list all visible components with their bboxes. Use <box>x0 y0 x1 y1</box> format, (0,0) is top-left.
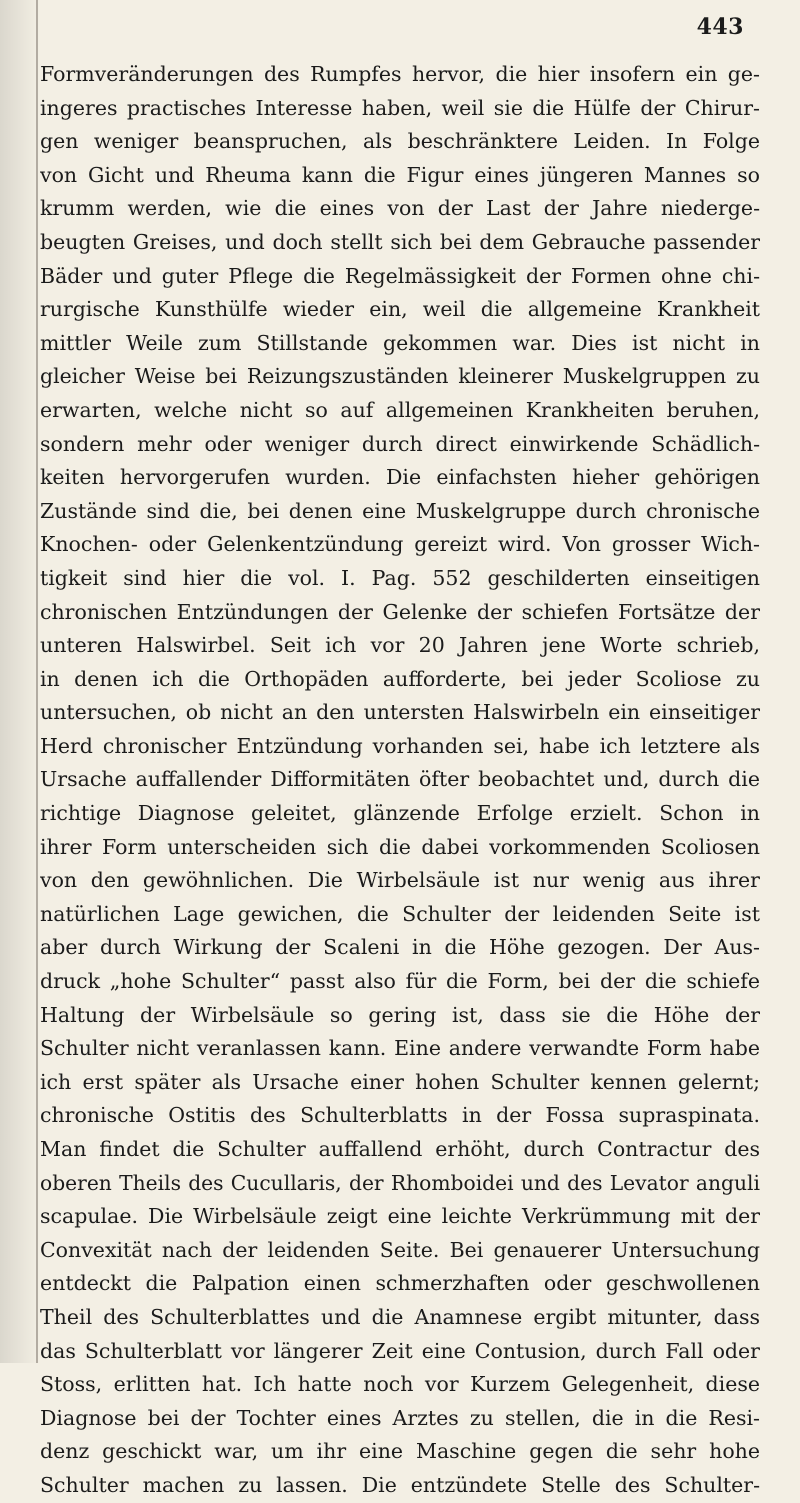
text-line: oberen Theils des Cucullaris, der Rhomboidei und des Levator anguli <box>40 1170 760 1195</box>
text-line: Stoss, erlitten hat. Ich hatte noch vor Kurzem Gelegenheit, diese <box>40 1372 760 1397</box>
text-line: Zustände sind die, bei denen eine Muskelgruppe durch chronische <box>40 498 760 523</box>
page-gutter-edge <box>36 0 38 1363</box>
text-line: Formveränderungen des Rumpfes hervor, die hier insofern ein ge- <box>40 62 760 86</box>
text-line: Ursache auffallender Difformitäten öfter beobachtet und, durch die <box>40 767 760 792</box>
page-number: 443 <box>696 14 744 40</box>
text-line: sondern mehr oder weniger durch direct einwirkende Schädlich- <box>40 431 760 456</box>
text-line: gleicher Weise bei Reizungszuständen kleinerer Muskelgruppen zu <box>40 364 760 389</box>
text-line: Herd chronischer Entzündung vorhanden sei, habe ich letztere als <box>40 733 760 758</box>
text-line: ich erst später als Ursache einer hohen Schulter kennen gelernt; <box>40 1069 760 1094</box>
text-line: erwarten, welche nicht so auf allgemeinen Krankheiten beruhen, <box>40 397 760 422</box>
text-line: untersuchen, ob nicht an den untersten Halswirbeln ein einseitiger <box>40 700 760 725</box>
text-line: ihrer Form unterscheiden sich die dabei vorkommenden Scoliosen <box>40 834 760 859</box>
text-line: das Schulterblatt vor längerer Zeit eine Contusion, durch Fall oder <box>40 1338 760 1363</box>
text-line: chronischen Entzündungen der Gelenke der schiefen Fortsätze der <box>40 599 760 624</box>
text-line: beugten Greises, und doch stellt sich bei dem Gebrauche passender <box>40 229 760 254</box>
text-line: chronische Ostitis des Schulterblatts in der Fossa supraspinata. <box>40 1103 760 1128</box>
text-line: Diagnose bei der Tochter eines Arztes zu stellen, die in die Resi- <box>40 1405 760 1430</box>
text-line: Haltung der Wirbelsäule so gering ist, dass sie die Höhe der <box>40 1002 760 1027</box>
text-line: rurgische Kunsthülfe wieder ein, weil die allgemeine Krankheit <box>40 297 760 322</box>
text-line: druck „hohe Schulter“ passt also für die Form, bei der die schiefe <box>40 969 760 994</box>
text-line: natürlichen Lage gewichen, die Schulter der leidenden Seite ist <box>40 901 760 926</box>
text-line: Bäder und guter Pflege die Regelmässigkeit der Formen ohne chi- <box>40 263 760 288</box>
text-line: in denen ich die Orthopäden aufforderte, bei jeder Scoliose zu <box>40 666 760 691</box>
text-column <box>40 58 760 1503</box>
text-line: entdeckt die Palpation einen schmerzhaften oder geschwollenen <box>40 1271 760 1296</box>
text-line: Schulter nicht veranlassen kann. Eine andere verwandte Form habe <box>40 1036 760 1061</box>
page-gutter-shadow <box>0 0 40 1363</box>
text-line: richtige Diagnose geleitet, glänzende Erfolge erzielt. Schon in <box>40 801 760 826</box>
text-line: Theil des Schulterblattes und die Anamnese ergibt mitunter, dass <box>40 1304 760 1329</box>
text-line: denz geschickt war, um ihr eine Maschine gegen die sehr hohe <box>40 1439 760 1464</box>
text-line: keiten hervorgerufen wurden. Die einfachsten hieher gehörigen <box>40 465 760 490</box>
text-line: unteren Halswirbel. Seit ich vor 20 Jahren jene Worte schrieb, <box>40 633 760 658</box>
text-line: Schulter machen zu lassen. Die entzündete Stelle des Schulter- <box>40 1472 760 1497</box>
text-line: aber durch Wirkung der Scaleni in die Höhe gezogen. Der Aus- <box>40 935 760 960</box>
text-line: ingeres practisches Interesse haben, weil sie die Hülfe der Chirur- <box>40 95 760 120</box>
text-line: Man findet die Schulter auffallend erhöht, durch Contractur des <box>40 1137 760 1161</box>
text-line: Knochen- oder Gelenkentzündung gereizt wird. Von grosser Wich- <box>40 532 760 557</box>
text-line: Convexität nach der leidenden Seite. Bei genauerer Untersuchung <box>40 1237 760 1262</box>
text-line: von Gicht und Rheuma kann die Figur eines jüngeren Mannes so <box>40 162 760 187</box>
text-line: mittler Weile zum Stillstande gekommen war. Dies ist nicht in <box>40 330 760 355</box>
text-line: krumm werden, wie die eines von der Last der Jahre niederge- <box>40 196 760 221</box>
text-line: gen weniger beanspruchen, als beschränktere Leiden. In Folge <box>40 129 760 154</box>
text-line: scapulae. Die Wirbelsäule zeigt eine leichte Verkrümmung mit der <box>40 1204 760 1229</box>
text-line: von den gewöhnlichen. Die Wirbelsäule ist nur wenig aus ihrer <box>40 868 760 893</box>
text-line: tigkeit sind hier die vol. I. Pag. 552 geschilderten einseitigen <box>40 565 760 590</box>
